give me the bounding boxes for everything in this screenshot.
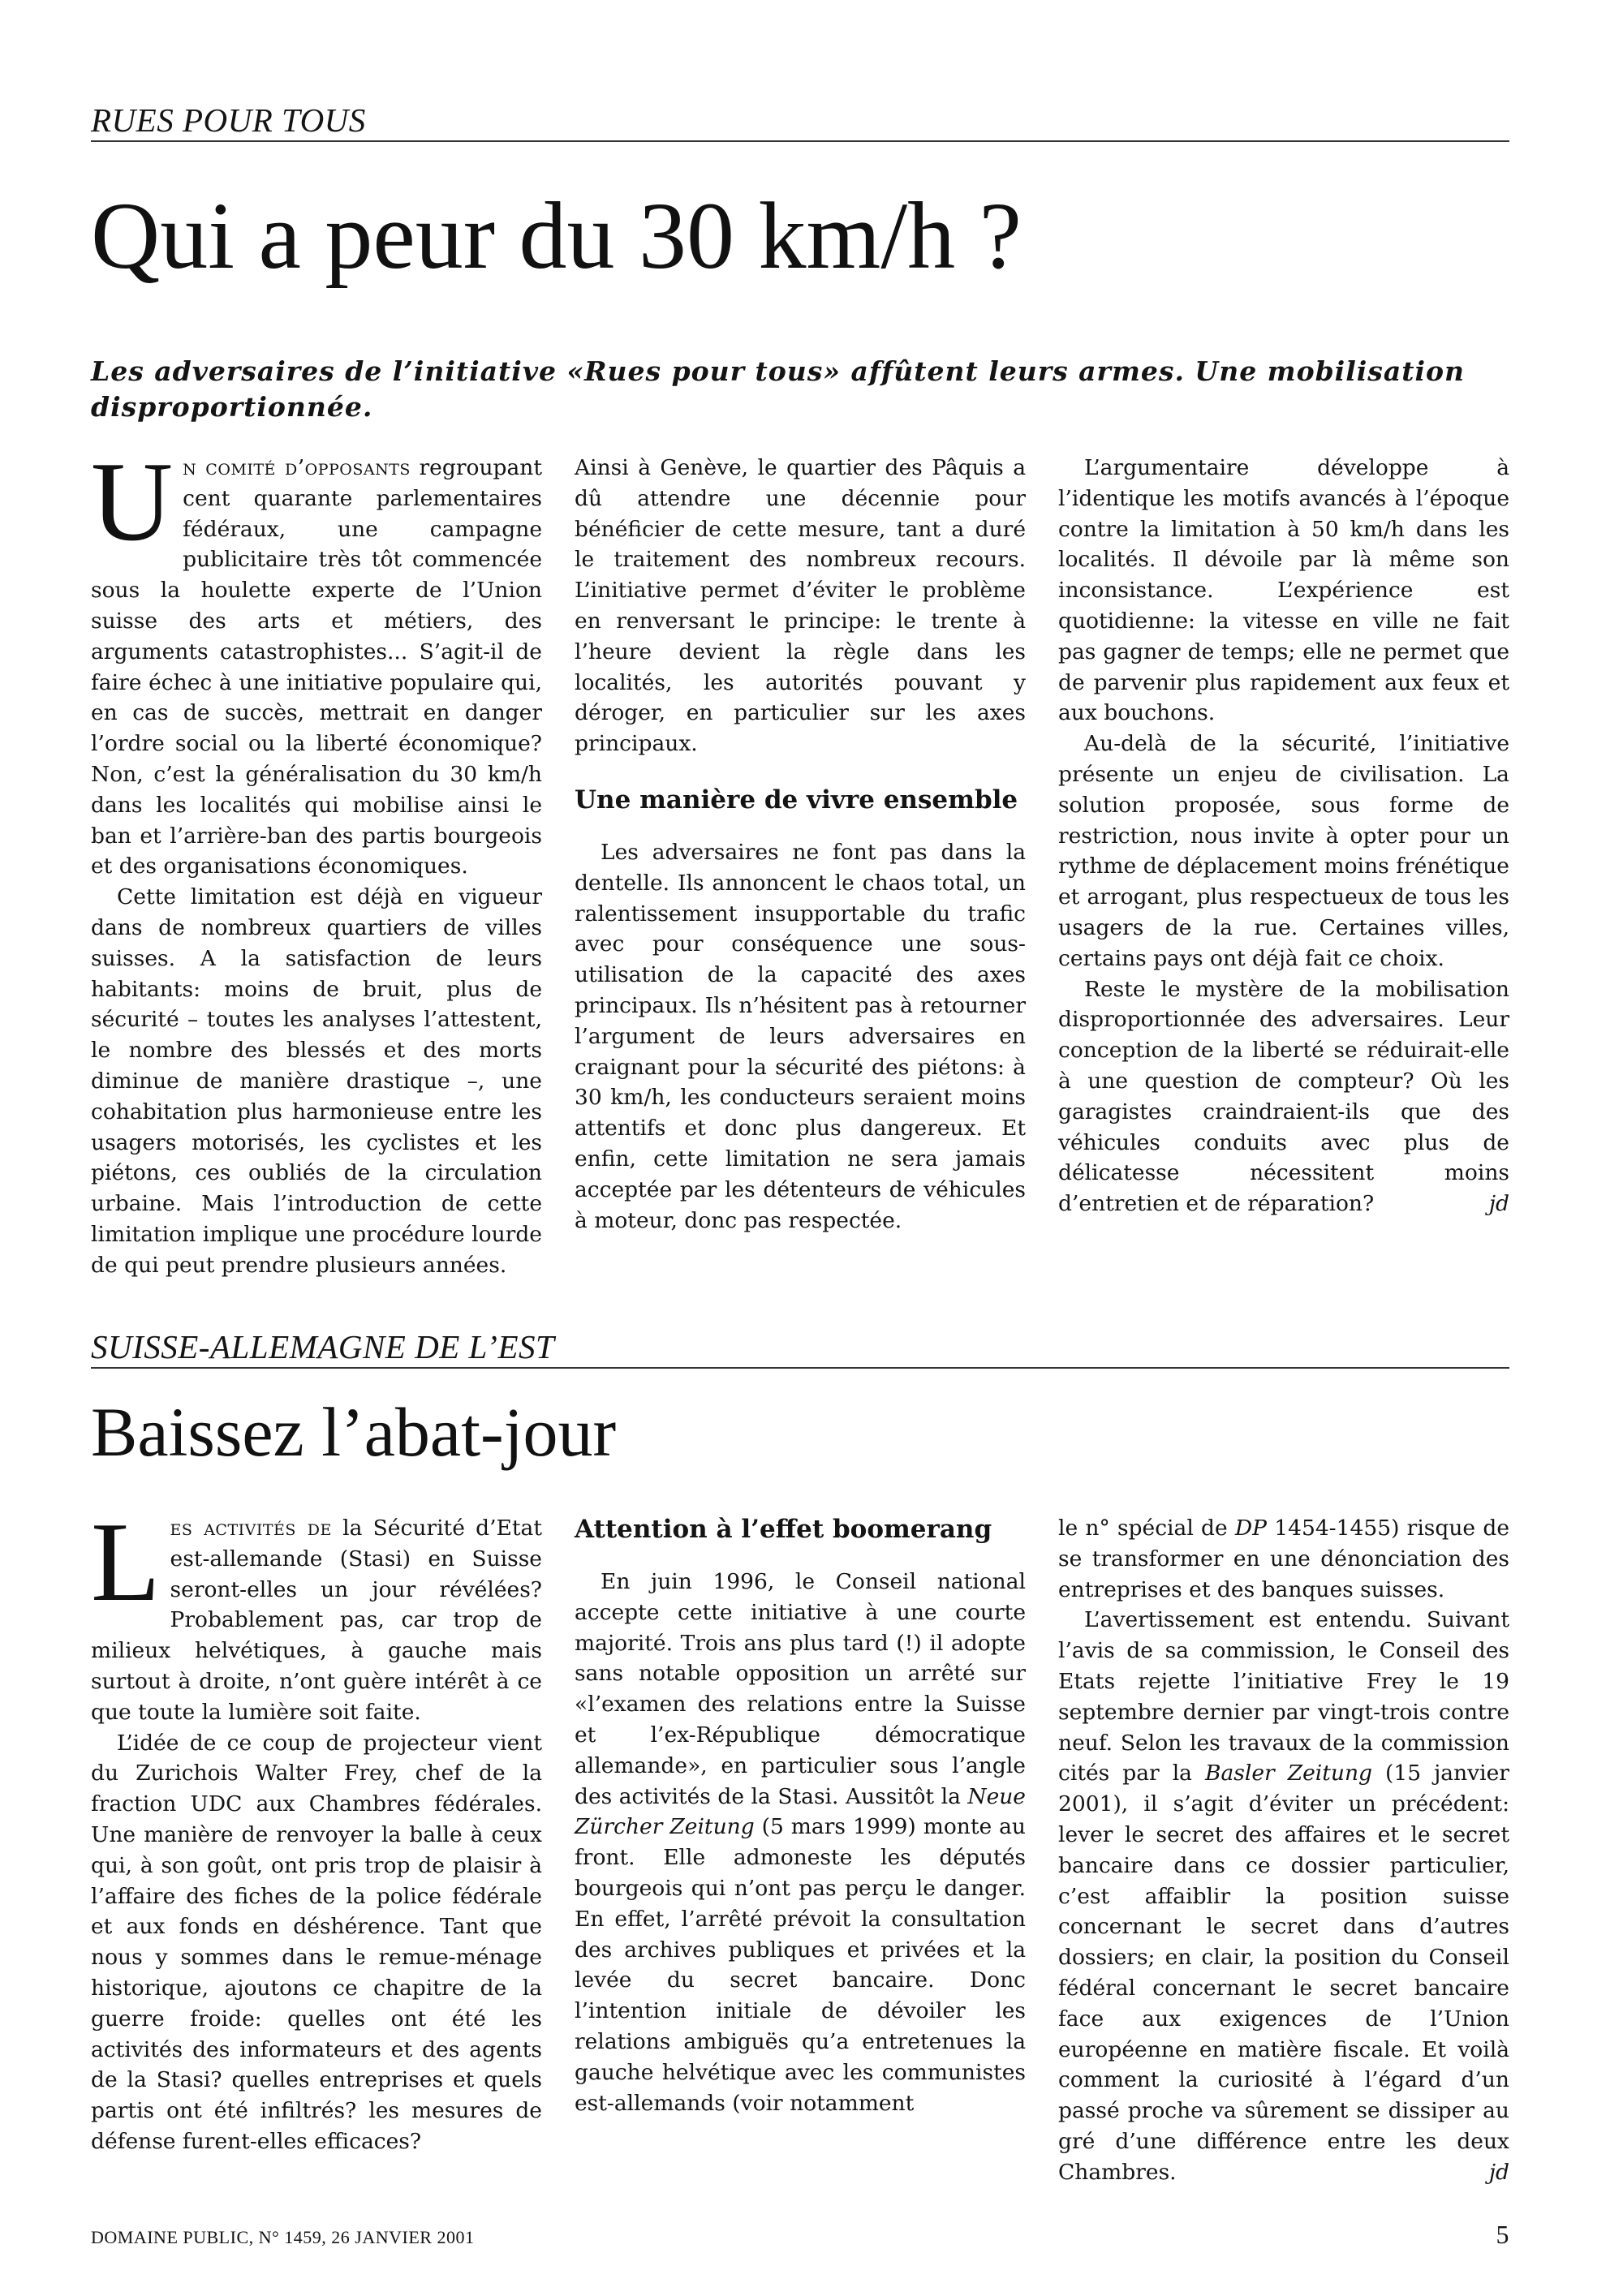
article1-dek: Les adversaires de l’initiative «Rues pour tous» affûtent leurs armes. Une mobilisation disproportionnée. (91, 355, 1466, 423)
article1-column-1 (91, 439, 542, 1281)
article1-paragraph: Un comité d’opposants regroupant cent quarante parlementaires fédéraux, une campagne publicitaire très tôt commencée sous la houlette experte de l’Union suisse des arts et métiers, des arguments catastrophistes... S’agit-il de faire échec à une initiative populaire qui, en cas de succès, mettrait en danger l’ordre social ou la liberté économique? Non, c’est la généralisation du 30 km/h dans les localités qui mobilise ainsi le ban et l’arrière-ban des partis bourgeois et des organisations économiques. (91, 439, 542, 879)
article2-kicker: SUISSE-ALLEMAGNE DE L’EST (91, 1331, 1509, 1369)
publication-abbrev: DP (1234, 1516, 1267, 1541)
article2-column-1 (91, 1499, 542, 2188)
article1-paragraph: Au-delà de la sécurité, l’initiative présente un enjeu de civilisation. La solution proposée, sous forme de restriction, nous invite à opter pour un rythme de déplacement moins frénétique et arrogant, plus respectueux de tous les usagers de la rue. Certaines villes, certains pays ont déjà fait ce choix. (1058, 731, 1509, 971)
article2-subhead: Attention à l’effet boomerang (575, 1515, 992, 1544)
article2-columns (91, 1499, 1509, 2188)
article1-lead-in: n comité d’opposants (183, 455, 411, 480)
article1-column-2 (575, 453, 1026, 1281)
article2-title: Baissez l’abat-jour (91, 1393, 617, 1471)
footer-publication: DOMAINE PUBLIC, N° 1459, 26 JANVIER 2001 (91, 2227, 475, 2247)
article2-paragraph: En juin 1996, le Conseil national accepte cette initiative à une courte majorité. Trois ans plus tard (!) il adopte sans notable opposition un arrêté sur «l’examen des relations entre la Suisse et l’ex-République démocratique allemande», en particulier sous l’angle des activités de la Stasi. Aussitôt la Neue Zürcher Zeitung (5 mars 1999) monte au front. Elle admoneste les députés bourgeois qui n’ont pas perçu le danger. En effet, l’arrêté prévoit la consultation des archives publiques et privées et la levée du secret bancaire. Donc l’intention initiale de dévoiler les relations ambiguës qu’a entretenues la gauche helvétique avec les communistes est-allemands (voir notamment (575, 1569, 1026, 2116)
page-footer (91, 2220, 1509, 2250)
article1-paragraph: Ainsi à Genève, le quartier des Pâquis a dû attendre une décennie pour bénéficier de cette mesure, tant a duré le traitement des nombreux recours. L’initiative permet d’éviter le problème en renversant le principe: le trente à l’heure devient la règle dans les localités, les autorités pouvant y déroger, en particulier sur les axes principaux. (575, 455, 1026, 757)
article1-paragraph: Reste le mystère de la mobilisation disproportionnée des adversaires. Leur conception de la liberté se réduirait-elle à une question de compteur? Où les garagistes craindraient-ils que des véhicules conduits avec plus de délicatesse nécessitent moins d’entretien et de réparation? jd (1058, 974, 1509, 1219)
article2-dropcap: L (91, 1499, 161, 1625)
article2-paragraph: L’idée de ce coup de projecteur vient du Zurichois Walter Frey, chef de la fraction UDC aux Chambres fédérales. Une manière de renvoyer la balle à ceux qui, à son goût, ont pris trop de plaisir à l’affaire des fiches de la police fédérale et aux fonds en déshérence. Tant que nous y sommes dans le remue-ménage historique, ajoutons ce chapitre de la guerre froide: quelles ont été les activités des informateurs et des agents de la Stasi? quelles entreprises et quels partis ont été infiltrés? les mesures de défense furent-elles efficaces? (91, 1730, 542, 2154)
article1-dropcap: U (91, 439, 174, 565)
article1-kicker: RUES POUR TOUS (91, 104, 1509, 142)
article1-paragraph: Cette limitation est déjà en vigueur dans de nombreux quartiers de villes suisses. A la satisfaction de leurs habitants: moins de bruit, plus de sécurité – toutes les analyses l’attestent, le nombre des blessés et des morts diminue de manière drastique –, une cohabitation plus harmonieuse entre les usagers motorisés, les cyclistes et les piétons, ces oubliés de la circulation urbaine. Mais l’introduction de cette limitation implique une procédure lourde de qui peut prendre plusieurs années. (91, 884, 542, 1278)
article1-title: Qui a peur du 30 km/h ? (91, 183, 1022, 289)
page-number: 5 (1496, 2220, 1509, 2249)
article2-paragraph: le n° spécial de DP 1454-1455) risque de se transformer en une dénonciation des entreprises et des banques suisses. (1058, 1516, 1509, 1602)
newspaper-name: Neue Zürcher Zeitung (575, 1783, 1026, 1840)
article1-paragraph: L’argumentaire développe à l’identique les motifs avancés à l’époque contre la limitation à 50 km/h dans les localités. Il dévoile par là même son inconsistance. L’expérience est quotidienne: la vitesse en ville ne fait pas gagner de temps; elle ne permet que de parvenir plus rapidement aux feux et aux bouchons. (1058, 455, 1509, 726)
article1-columns (91, 439, 1509, 1281)
article1-column-3 (1058, 453, 1509, 1281)
article1-signature: jd (1488, 1191, 1509, 1217)
article2-lead-in: es activités de (170, 1516, 332, 1541)
article2-column-2 (575, 1513, 1026, 2188)
article2-paragraph: L’avertissement est entendu. Suivant l’avis de sa commission, le Conseil des Etats rejette l’initiative Frey le 19 septembre dernier par vingt-trois contre neuf. Selon les travaux de la commission cités par la Basler Zeitung (15 janvier 2001), il s’agit d’éviter un précédent: lever le secret des affaires et le secret bancaire dans ce dossier particulier, c’est affaiblir la position suisse concernant le secret dans d’autres dossiers; en clair, la position du Conseil fédéral concernant le secret bancaire face aux exigences de l’Union européenne en matière fiscale. Et voilà comment la curiosité à l’égard d’un passé proche va sûrement se dissiper au gré d’une différence entre les deux Chambres. jd (1058, 1605, 1509, 2187)
article2-paragraph: Les activités de la Sécurité d’Etat est-allemande (Stasi) en Suisse seront-elles un jour révélées? Probablement pas, car trop de milieux helvétiques, à gauche mais surtout à droite, n’ont guère intérêt à ce que toute la lumière soit faite. (91, 1499, 542, 1725)
article2-column-3 (1058, 1513, 1509, 2188)
article1-paragraph: Les adversaires ne font pas dans la dentelle. Ils annoncent le chaos total, un ralentissement insupportable du trafic avec pour conséquence une sous-utilisation de la capacité des axes principaux. Ils n’hésitent pas à retourner l’argument de leurs adversaires en craignant pour la sécurité des piétons: à 30 km/h, les conducteurs seraient moins attentifs et donc plus dangereux. Et enfin, cette limitation ne sera jamais acceptée par les détenteurs de véhicules à moteur, donc pas respectée. (575, 839, 1026, 1233)
article2-signature: jd (1488, 2159, 1509, 2185)
newspaper-name: Basler Zeitung (1204, 1761, 1373, 1786)
article1-subhead: Une manière de vivre ensemble (575, 785, 1018, 815)
